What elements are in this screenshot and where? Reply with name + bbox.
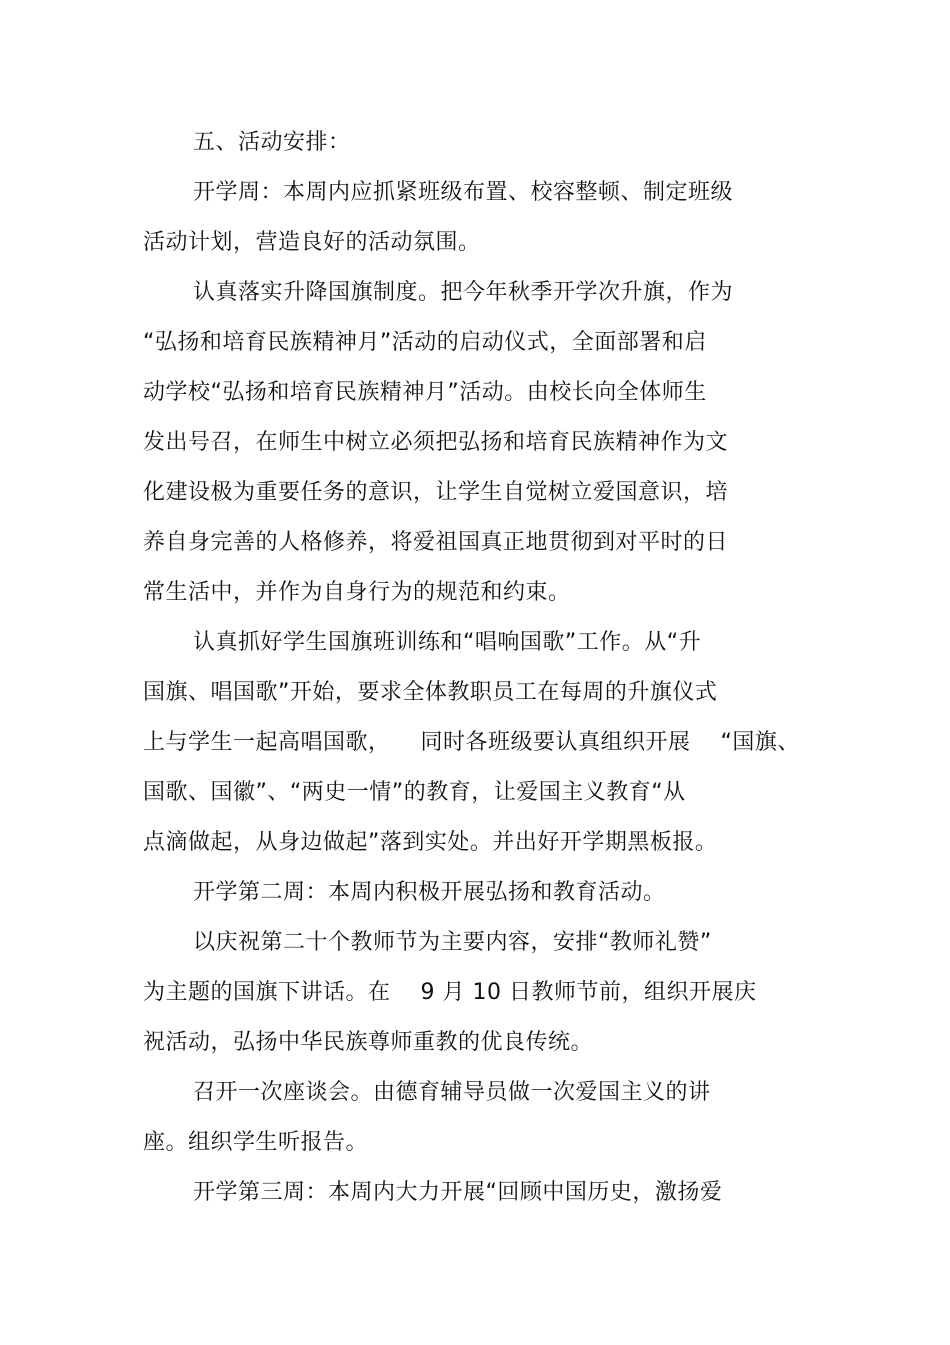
text-line: 为主题的国旗下讲话。在 9 月 10 日教师节前，组织开展庆	[143, 980, 757, 1005]
text-line: 化建设极为重要任务的意识，让学生自觉树立爱国意识，培	[143, 480, 729, 505]
text-line: 活动计划，营造良好的活动氛围。	[143, 230, 481, 255]
text-line: 认真抓好学生国旗班训练和“唱响国歌”工作。从“升	[193, 630, 702, 655]
text-line: 国旗、唱国歌”开始，要求全体教职员工在每周的升旗仪式	[143, 680, 718, 705]
text-line: 动学校“弘扬和培育民族精神月”活动。由校长向全体师生	[143, 380, 707, 405]
text-line: 开学第二周：本周内积极开展弘扬和教育活动。	[193, 880, 666, 905]
text-line: 常生活中，并作为自身行为的规范和约束。	[143, 580, 571, 605]
text-line: “弘扬和培育民族精神月”活动的启动仪式，全面部署和启	[143, 330, 707, 355]
text-line: 祝活动，弘扬中华民族尊师重教的优良传统。	[143, 1030, 594, 1055]
text-line: 养自身完善的人格修养，将爱祖国真正地贯彻到对平时的日	[143, 530, 729, 555]
text-line: 点滴做起，从身边做起”落到实处。并出好开学期黑板报。	[143, 830, 718, 855]
text-line: 五、活动安排：	[193, 130, 351, 155]
text-line: 认真落实升降国旗制度。把今年秋季开学次升旗，作为	[193, 280, 734, 305]
text-line: 座。组织学生听报告。	[143, 1130, 369, 1155]
text-line: 开学周：本周内应抓紧班级布置、校容整顿、制定班级	[193, 180, 734, 205]
text-line: 发出号召，在师生中树立必须把弘扬和培育民族精神作为文	[143, 430, 729, 455]
text-line: 召开一次座谈会。由德育辅导员做一次爱国主义的讲	[193, 1080, 711, 1105]
text-line: 开学第三周：本周内大力开展“回顾中国历史，激扬爱	[193, 1180, 723, 1205]
text-line: 国歌、国徽”、“两史一情”的教育，让爱国主义教育“从	[143, 780, 686, 805]
text-line: 以庆祝第二十个教师节为主要内容，安排“教师礼赞”	[193, 930, 712, 955]
text-line: 上与学生一起高唱国歌， 同时各班级要认真组织开展 “国旗、	[143, 730, 800, 755]
